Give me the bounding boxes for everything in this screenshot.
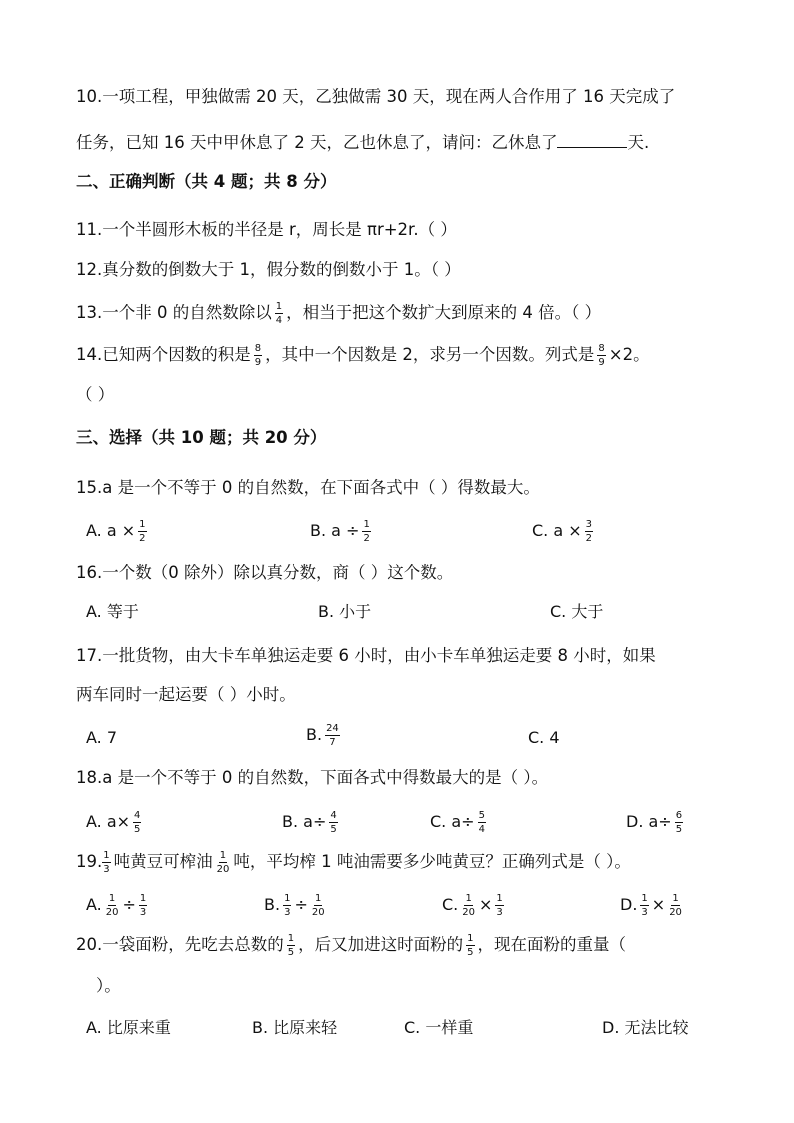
q18-option-d[interactable] <box>626 810 686 835</box>
q19-c-op: × <box>479 895 493 914</box>
q18-b-den: 5 <box>330 824 337 835</box>
q19-option-d[interactable] <box>620 893 686 918</box>
q20-pre: 20.一袋面粉，先吃去总数的 <box>76 935 284 954</box>
q15-a-num: 1 <box>139 519 146 530</box>
q19-a-den-2: 3 <box>139 907 147 918</box>
q20-num-1: 1 <box>287 933 295 944</box>
q20-post: ，现在面粉的重量（ <box>477 935 626 954</box>
q18-option-b[interactable] <box>282 810 341 835</box>
q18-a-label: A. a× <box>86 812 131 831</box>
q14-num-2: 8 <box>598 343 605 354</box>
q19-c-num-1: 1 <box>465 893 472 904</box>
q17-option-c[interactable]: C. 4 <box>528 728 560 747</box>
q19-d-op: × <box>651 895 666 914</box>
q19-c-den-1: 20 <box>462 907 475 918</box>
section3-title: 三、选择（共 10 题；共 20 分） <box>76 428 327 447</box>
q19-b-label: B. <box>264 895 281 914</box>
q19-option-a[interactable] <box>86 893 150 918</box>
q19-mid: 吨黄豆可榨油 <box>113 852 213 871</box>
q15-option-c[interactable] <box>532 519 596 544</box>
q14-num-1: 8 <box>254 343 262 354</box>
q18-option-a[interactable] <box>86 810 144 835</box>
q19-d-den-2: 20 <box>669 907 682 918</box>
q18-c-label: C. a÷ <box>430 812 475 831</box>
q18-d-fraction <box>675 810 683 835</box>
q15-a-label: A. a × <box>86 521 136 540</box>
q15-text: 15.a 是一个不等于 0 的自然数，在下面各式中（ ）得数最大。 <box>76 478 540 497</box>
q19-a-label: A. <box>86 895 102 914</box>
q15-option-b[interactable] <box>310 519 374 544</box>
q19-number: 19. <box>76 852 103 871</box>
q19-a-frac-2 <box>139 893 147 918</box>
q18-d-den: 5 <box>675 824 683 835</box>
q14-line2: （ ） <box>76 385 115 404</box>
q17-line1: 17.一批货物，由大卡车单独运走要 6 小时，由小卡车单独运走要 8 小时，如果 <box>76 646 656 665</box>
q18-b-fraction <box>329 810 337 835</box>
q19-b-num-1: 1 <box>284 893 291 904</box>
q18-d-num: 6 <box>675 810 683 821</box>
q20-option-a[interactable]: A. 比原来重 <box>86 1018 171 1037</box>
q20-option-c[interactable]: C. 一样重 <box>404 1018 474 1037</box>
q15-c-fraction <box>585 519 593 544</box>
q10-line2-text: 任务，已知 16 天中甲休息了 2 天，乙也休息了，请问：乙休息了 <box>76 133 558 152</box>
q19-c-den-2: 3 <box>496 907 503 918</box>
q20-line2: ）。 <box>96 976 121 995</box>
q19-d-label: D. <box>620 895 638 914</box>
q20-fraction-2 <box>466 933 474 958</box>
q19-a-op: ÷ <box>122 895 136 914</box>
q17-b-label: B. <box>306 725 323 744</box>
q19-c-num-2: 1 <box>496 893 503 904</box>
q15-b-label: B. a ÷ <box>310 521 360 540</box>
q18-c-num: 5 <box>478 810 485 821</box>
q17-line2: 两车同时一起运要（ ）小时。 <box>76 685 296 704</box>
q15-c-label: C. a × <box>532 521 582 540</box>
q16-option-b[interactable]: B. 小于 <box>318 602 372 621</box>
q19-fraction-2 <box>216 850 231 875</box>
q19-option-c[interactable] <box>442 893 507 918</box>
q15-b-num: 1 <box>363 519 370 530</box>
q19-den-2: 20 <box>216 864 230 875</box>
q20-option-d[interactable]: D. 无法比较 <box>602 1018 689 1037</box>
q19-post: 吨，平均榨 1 吨油需要多少吨黄豆？正确列式是（ ）。 <box>233 852 631 871</box>
q19-d-frac-2 <box>668 893 683 918</box>
q19-b-den-2: 20 <box>311 907 325 918</box>
q19-a-num-2: 1 <box>139 893 147 904</box>
q18-c-den: 4 <box>478 824 485 835</box>
q19-a-num-1: 1 <box>108 893 116 904</box>
q15-c-den: 2 <box>585 533 593 544</box>
q19-num-1: 1 <box>103 850 110 861</box>
q10-line2 <box>76 131 649 154</box>
q19-d-num-1: 1 <box>641 893 648 904</box>
q19-line <box>76 850 631 875</box>
q20-fraction-1 <box>287 933 295 958</box>
q18-d-label: D. a÷ <box>626 812 672 831</box>
q12-text: 12.真分数的倒数大于 1，假分数的倒数小于 1。（ ） <box>76 260 461 279</box>
q15-a-fraction <box>138 519 146 544</box>
q10-line1: 10.一项工程，甲独做需 20 天，乙独做需 30 天，现在两人合作用了 16 天完成了 <box>76 87 676 106</box>
q17-b-fraction <box>325 723 340 748</box>
q16-text: 16.一个数（0 除外）除以真分数，商（ ）这个数。 <box>76 563 454 582</box>
q18-a-num: 4 <box>134 810 141 821</box>
q11-text: 11.一个半圆形木板的半径是 r，周长是 πr+2r.（ ） <box>76 220 457 239</box>
q17-option-b[interactable] <box>306 723 343 748</box>
q19-num-2: 1 <box>219 850 227 861</box>
q15-b-fraction <box>362 519 370 544</box>
q14-fraction-2 <box>597 343 605 368</box>
q13-fraction <box>275 301 283 326</box>
q18-b-label: B. a÷ <box>282 812 327 831</box>
q14-post: ×2。 <box>608 345 650 364</box>
q19-c-frac-2 <box>495 893 503 918</box>
q20-num-2: 1 <box>467 933 474 944</box>
q10-line2-end: 天. <box>627 133 650 152</box>
q18-c-fraction <box>478 810 486 835</box>
section2-title: 二、正确判断（共 4 题；共 8 分） <box>76 172 337 191</box>
q13-post: ，相当于把这个数扩大到原来的 4 倍。（ ） <box>286 303 602 322</box>
q19-d-frac-1 <box>640 893 648 918</box>
q14-den-1: 9 <box>254 357 262 368</box>
q14-den-2: 9 <box>598 357 605 368</box>
q14-fraction-1 <box>254 343 262 368</box>
q20-option-b[interactable]: B. 比原来轻 <box>252 1018 338 1037</box>
q19-d-num-2: 1 <box>672 893 679 904</box>
q19-a-den-1: 20 <box>105 907 119 918</box>
q19-den-1: 3 <box>103 864 110 875</box>
q19-b-num-2: 1 <box>315 893 322 904</box>
q19-c-frac-1 <box>461 893 476 918</box>
q20-den-1: 5 <box>287 947 295 958</box>
q18-text: 18.a 是一个不等于 0 的自然数，下面各式中得数最大的是（ ）。 <box>76 768 549 787</box>
q17-b-den: 7 <box>329 737 336 748</box>
q13-line <box>76 301 601 326</box>
q15-a-den: 2 <box>139 533 146 544</box>
q19-c-label: C. <box>442 895 459 914</box>
q14-pre: 14.已知两个因数的积是 <box>76 345 251 364</box>
q14-mid: ，其中一个因数是 2，求另一个因数。列式是 <box>265 345 595 364</box>
q13-pre: 13.一个非 0 的自然数除以 <box>76 303 272 322</box>
q20-line1 <box>76 933 626 958</box>
q15-option-a[interactable] <box>86 519 150 544</box>
q13-den: 4 <box>275 315 283 326</box>
q17-b-num: 24 <box>326 723 339 734</box>
q19-a-frac-1 <box>105 893 120 918</box>
q19-b-frac-2 <box>311 893 326 918</box>
q19-option-b[interactable] <box>264 893 329 918</box>
q18-a-den: 5 <box>134 824 141 835</box>
q19-fraction-1 <box>102 850 110 875</box>
q16-option-c[interactable]: C. 大于 <box>550 602 604 621</box>
q19-b-op: ÷ <box>294 895 308 914</box>
q17-option-a[interactable]: A. 7 <box>86 728 118 747</box>
q19-d-den-1: 3 <box>641 907 648 918</box>
q19-b-den-1: 3 <box>284 907 291 918</box>
q10-answer-blank[interactable] <box>557 131 627 148</box>
q20-den-2: 5 <box>467 947 474 958</box>
q15-c-num: 3 <box>585 519 593 530</box>
q13-num: 1 <box>275 301 283 312</box>
q19-b-frac-1 <box>283 893 291 918</box>
q18-option-c[interactable] <box>430 810 489 835</box>
q18-b-num: 4 <box>330 810 337 821</box>
q18-a-fraction <box>133 810 141 835</box>
q16-option-a[interactable]: A. 等于 <box>86 602 139 621</box>
q15-b-den: 2 <box>363 533 370 544</box>
q20-mid: ，后又加进这时面粉的 <box>298 935 464 954</box>
q14-line1 <box>76 343 650 368</box>
